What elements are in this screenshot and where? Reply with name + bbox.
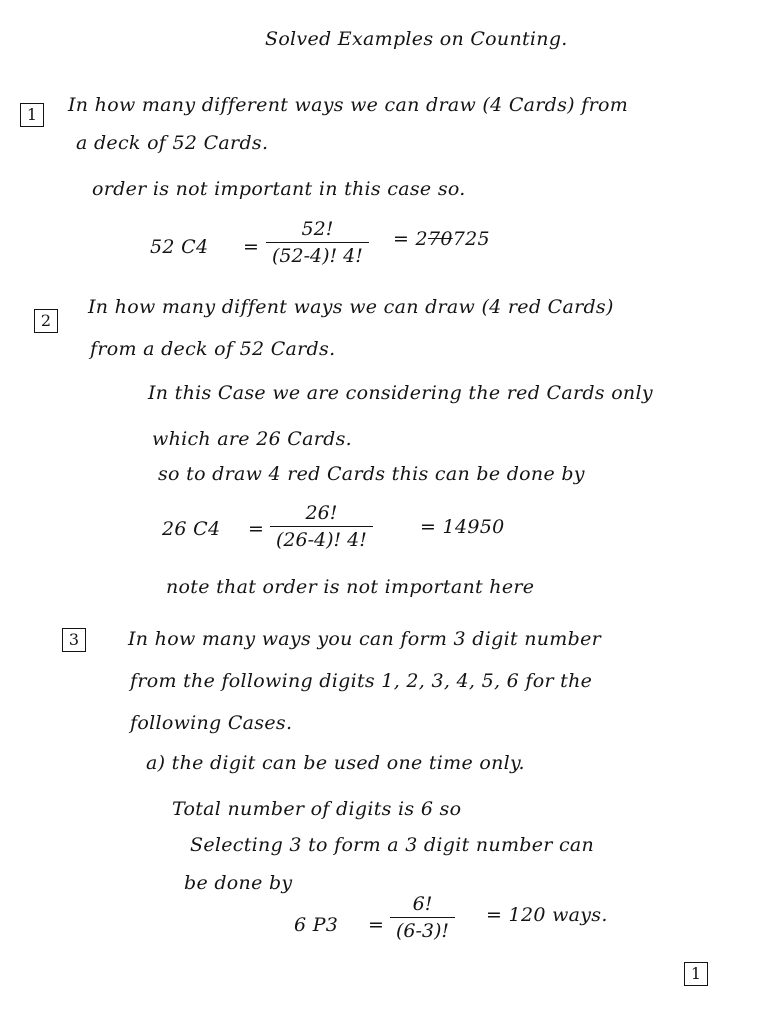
example-3-numerator: 6! [390,893,455,918]
example-3-equals: = [368,914,385,936]
example-2-denominator: (26-4)! 4! [276,529,367,551]
page-number-box: 1 [684,962,708,986]
example-2-explanation-line-2: which are 26 Cards. [152,428,353,450]
example-1-question-line-2: a deck of 52 Cards. [76,132,269,154]
example-2-note: note that order is not important here [166,576,535,598]
example-2-explanation-line-1: In this Case we are considering the red Cards only [148,382,653,404]
example-3-result: = 120 ways. [486,904,608,926]
example-1-equals: = [243,236,260,258]
example-1-question-line-1: In how many different ways we can draw (4 Cards) from [68,94,629,116]
example-3-formula-lhs: 6 P3 [294,914,339,936]
example-2-number-box: 2 [34,309,58,333]
example-2-explanation-line-3: so to draw 4 red Cards this can be done by [158,463,585,485]
example-1-note: order is not important in this case so. [92,178,466,200]
page-title: Solved Examples on Counting. [265,28,568,50]
example-3-explanation-line-2: Selecting 3 to form a 3 digit number can [190,834,595,856]
example-2-fraction [270,502,373,551]
example-3-question-line-1: In how many ways you can form 3 digit number [128,628,601,650]
example-1-numerator: 52! [266,218,369,243]
example-1-result [393,228,490,250]
example-2-result: = 14950 [420,516,505,538]
example-3-question-line-3: following Cases. [130,712,293,734]
example-3-number-box: 3 [62,628,86,652]
example-1-result-suffix: 725 [452,228,490,250]
example-1-result-struck: 70 [427,228,453,250]
example-3-part-a: a) the digit can be used one time only. [146,752,525,774]
example-1-formula-lhs: 52 C4 [150,236,209,258]
example-3-explanation-line-1: Total number of digits is 6 so [172,798,462,820]
example-3-question-line-2: from the following digits 1, 2, 3, 4, 5, 6 for the [130,670,593,692]
example-2-formula-lhs: 26 C4 [162,518,221,540]
example-2-equals: = [248,518,265,540]
example-3-denominator: (6-3)! [396,920,450,942]
example-3-fraction [390,893,455,942]
example-3-explanation-line-3: be done by [184,872,293,894]
example-1-result-prefix: = 2 [393,228,428,250]
example-1-fraction [266,218,369,267]
example-1-denominator: (52-4)! 4! [272,245,363,267]
example-2-question-line-1: In how many diffent ways we can draw (4 red Cards) [88,296,614,318]
example-1-number-box: 1 [20,103,44,127]
example-2-numerator: 26! [270,502,373,527]
example-2-question-line-2: from a deck of 52 Cards. [90,338,336,360]
